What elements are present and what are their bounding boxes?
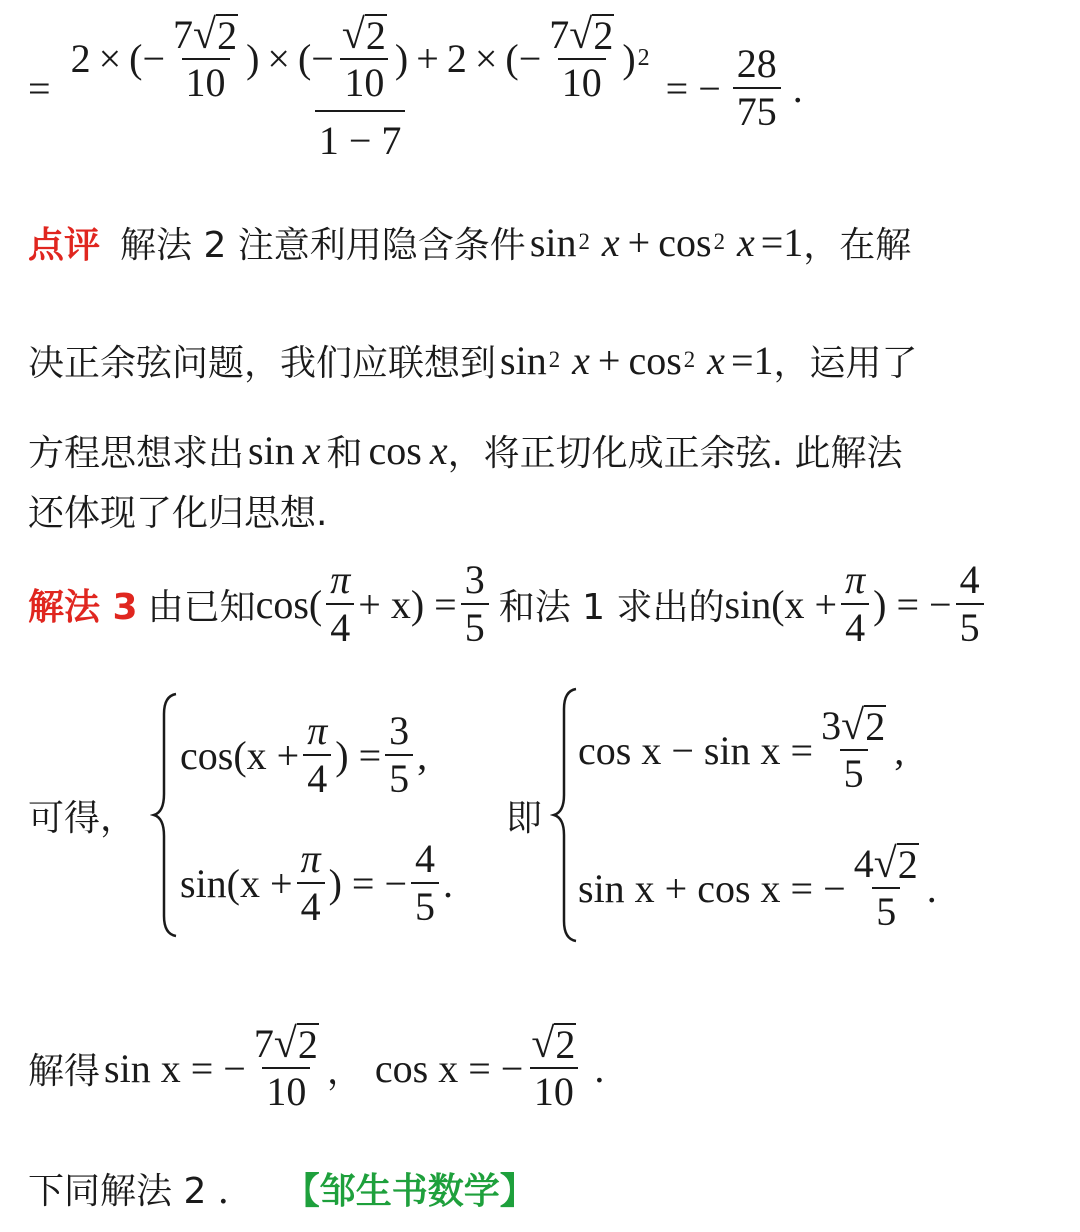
frac-sqrt2-10: √ 2 10 <box>338 14 391 104</box>
brand-tag: 【邹生书数学】 <box>283 1170 536 1212</box>
method3-line: 解法 3 由已知 cos( $\frac{\pi}{4}$ + x) = $\frac{3}{5}$ 和法 1 求出的 sin(x + $\frac{\pi}{4}$ ) = − $\frac{4}{5}$ <box>28 548 988 660</box>
method3-label: 解法 3 <box>28 586 138 628</box>
main-denominator: 1 − 7 <box>315 110 406 162</box>
comment-line-4: 还体现了化归思想. <box>28 492 328 534</box>
comment-label: 点评 <box>28 224 101 266</box>
system-right-line-2: sin x + cos x = − 4 √ 2 5 . <box>578 841 937 934</box>
period: . <box>792 65 803 111</box>
pi-over-4: $\frac{\pi}{4}$ <box>326 559 354 649</box>
main-fraction: 2 × (− 7 √ 2 10 ) × (− √ 2 10 ) + 2 × (− 7 √ 2 10 ) 2 1 − 7 <box>70 12 650 163</box>
top-equation <box>28 8 803 168</box>
system-right-line-1: cos x − sin x = 3 √ 2 5 , <box>578 703 905 796</box>
ke-de-label: 可得， <box>28 798 137 839</box>
sqrt2-over-10: √ 2 10 <box>527 1023 580 1113</box>
result-fraction: $\frac{28}{75}$ <box>733 43 781 133</box>
equals-sign: = <box>28 65 51 111</box>
pi-over-4-sys1: $\frac{\pi}{4}$ <box>303 710 331 800</box>
three-fifths: $\frac{3}{5}$ <box>461 559 489 649</box>
pi-over-4-sys2: $\frac{\pi}{4}$ <box>297 838 325 928</box>
four-fifths-sys: $\frac{4}{5}$ <box>411 838 439 928</box>
ji-label: 即 <box>506 798 543 839</box>
right-brace <box>550 685 580 945</box>
solution-line: 解得 sin x = − 7 √ 2 10 ， cos x = − √ 2 10 . <box>28 1021 605 1114</box>
equals-neg: = − <box>665 65 721 111</box>
4sqrt2-over-5: 4 √ 2 5 <box>853 841 918 934</box>
left-brace <box>150 690 180 940</box>
frac-7sqrt2-10: 7 √ 2 10 <box>173 12 238 105</box>
comment-line-2: 决正余弦问题，我们应联想到 sin 2 x + cos 2 x =1 ，运用了 <box>28 337 918 384</box>
pi-over-4-b: $\frac{\pi}{4}$ <box>841 559 869 649</box>
system-left-line-1: cos(x + $\frac{\pi}{4}$ ) = $\frac{3}{5}$ , <box>180 708 428 801</box>
footer-line: 下同解法 2 ． 【邹生书数学】 <box>28 1160 536 1216</box>
comment-line-1: 点评 解法 2 注意利用隐含条件 sin 2 x + cos 2 x =1 ，在解 <box>28 212 911 272</box>
frac-7sqrt2-10-squared: 7 √ 2 10 <box>549 12 614 105</box>
comment-line-3: 方程思想求出 sin x 和 cos x ，将正切化成正余弦. 此解法 <box>28 427 903 474</box>
3sqrt2-over-5: 3 √ 2 5 <box>821 703 886 796</box>
system-left-line-2: sin(x + $\frac{\pi}{4}$ ) = − $\frac{4}{5}$ . <box>180 836 454 929</box>
four-fifths: $\frac{4}{5}$ <box>956 559 984 649</box>
three-fifths-sys: $\frac{3}{5}$ <box>385 710 413 800</box>
7sqrt2-over-10: 7 √ 2 10 <box>253 1021 318 1114</box>
